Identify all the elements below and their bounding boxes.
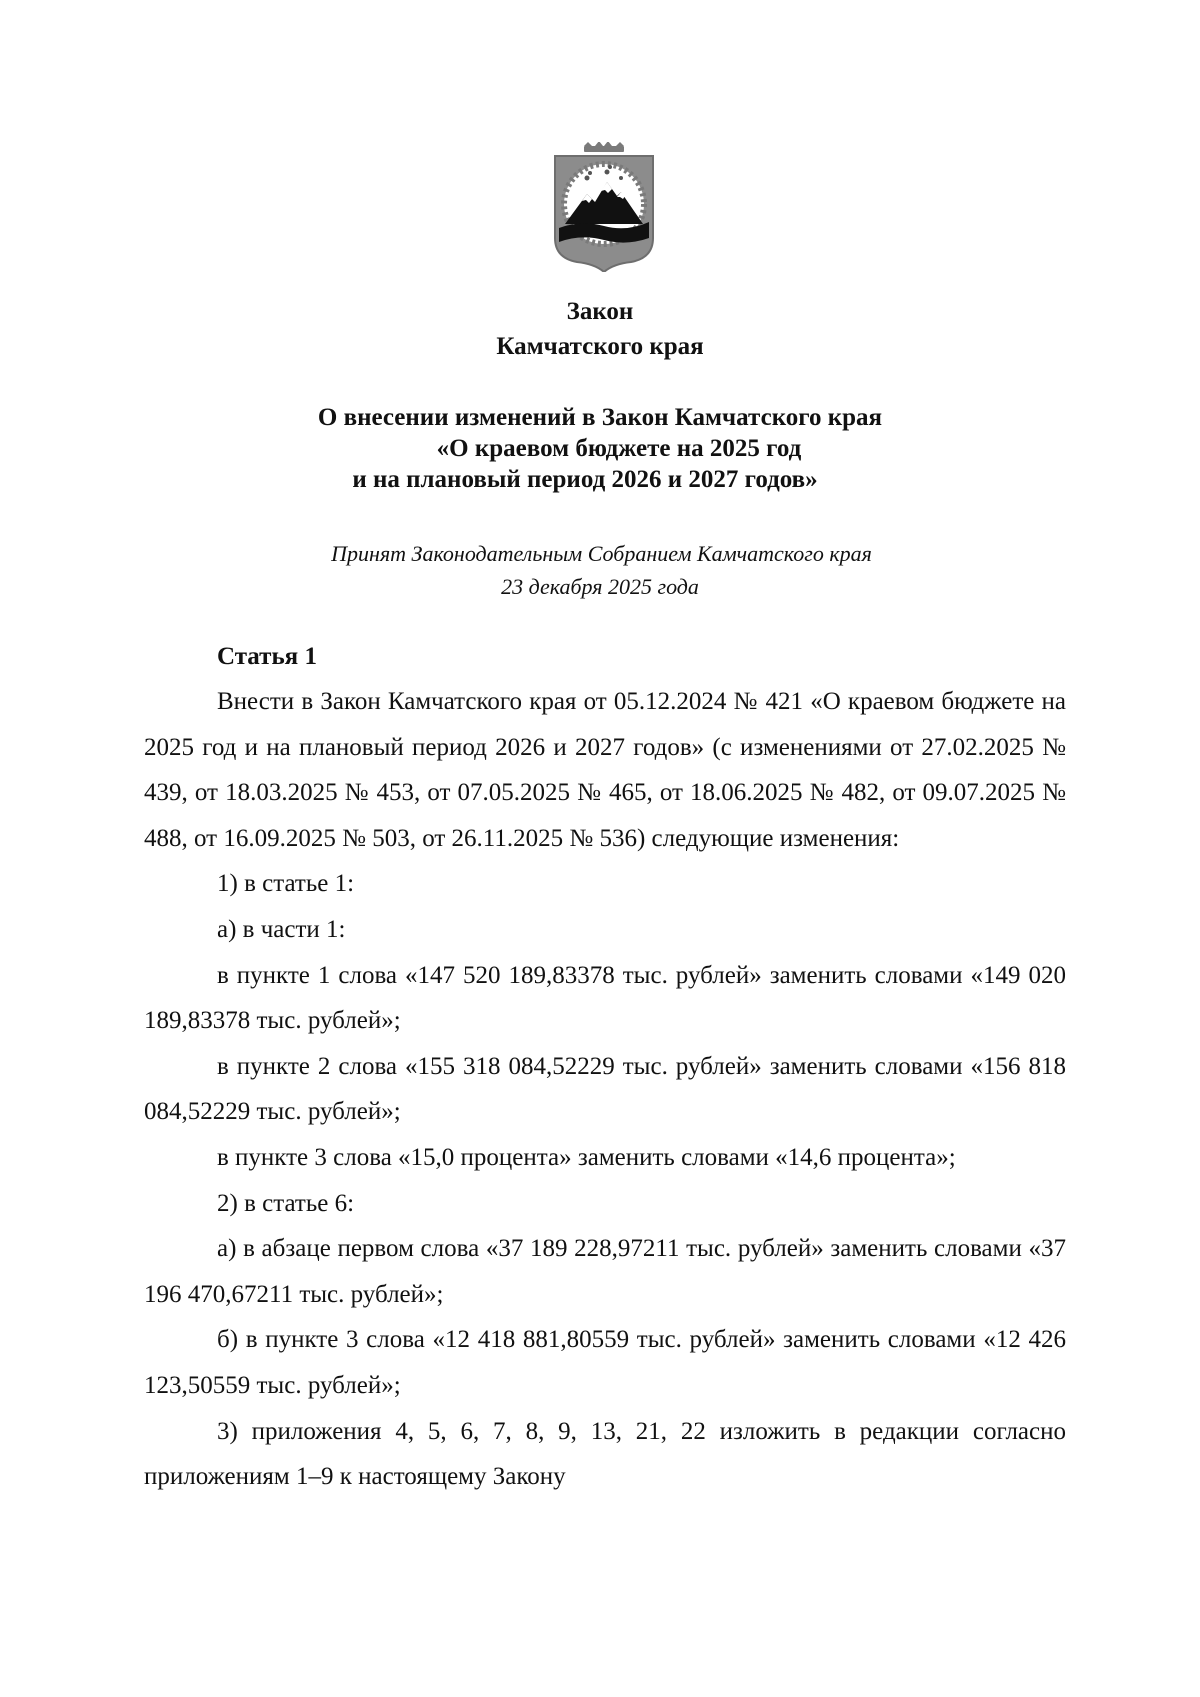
adoption-date: 23 декабря 2025 года: [501, 574, 699, 599]
region-title-line: Камчатского края: [496, 333, 704, 360]
coat-of-arms-icon: [551, 142, 657, 272]
paragraph: в пункте 1 слова «147 520 189,83378 тыс. рублей» заменить словами «149 020 189,83378 тыс. рублей»;: [144, 961, 1066, 1035]
paragraph: а) в части 1:: [217, 915, 346, 943]
subject-line-1: О внесении изменений в Закон Камчатского края: [317, 404, 883, 431]
paragraph: в пункте 3 слова «15,0 процента» заменить словами «14,6 процента»;: [217, 1143, 956, 1171]
law-title-line: Закон: [566, 298, 634, 325]
paragraph: Внести в Закон Камчатского края от 05.12.2024 № 421 «О краевом бюджете на 2025 год и на плановый период 2026 и 2027 годов» (с изменениями от 27.02.2025 № 439, от 18.03.2025 № 453, от 07.05.2025 № 465, от 18.06.2025 № 482, от 09.07.2025 № 488, от 16.09.2025 № 503, от 26.11.2025 № 536) следующие изменения:: [144, 688, 1066, 852]
crown-icon: [584, 142, 624, 152]
law-title: [0, 294, 1200, 364]
paragraph: в пункте 2 слова «155 318 084,52229 тыс. рублей» заменить словами «156 818 084,52229 тыс. рублей»;: [144, 1052, 1066, 1126]
paragraph: 1) в статье 1:: [217, 870, 355, 898]
paragraph: 3) приложения 4, 5, 6, 7, 8, 9, 13, 21, 22 изложить в редакции согласно приложениям 1–9 к настоящему Закону: [144, 1417, 1066, 1491]
adoption-note: [0, 537, 1200, 603]
article-heading: Статья 1: [217, 643, 317, 670]
article-body: [144, 679, 1066, 1500]
subject-line-2: «О краевом бюджете на 2025 год: [436, 435, 802, 462]
subject-line-3: и на плановый период 2026 и 2027 годов»: [352, 466, 818, 493]
paragraph: б) в пункте 3 слова «12 418 881,80559 тыс. рублей» заменить словами «12 426 123,50559 тыс. рублей»;: [144, 1326, 1066, 1399]
coat-of-arms-emblem: [551, 142, 657, 272]
adoption-body: Принят Законодательным Собранием Камчатского края: [331, 541, 872, 566]
paragraph: 2) в статье 6:: [217, 1189, 355, 1217]
paragraph: а) в абзаце первом слова «37 189 228,97211 тыс. рублей» заменить словами «37 196 470,67211 тыс. рублей»;: [144, 1235, 1066, 1308]
law-subject: [0, 402, 1200, 495]
